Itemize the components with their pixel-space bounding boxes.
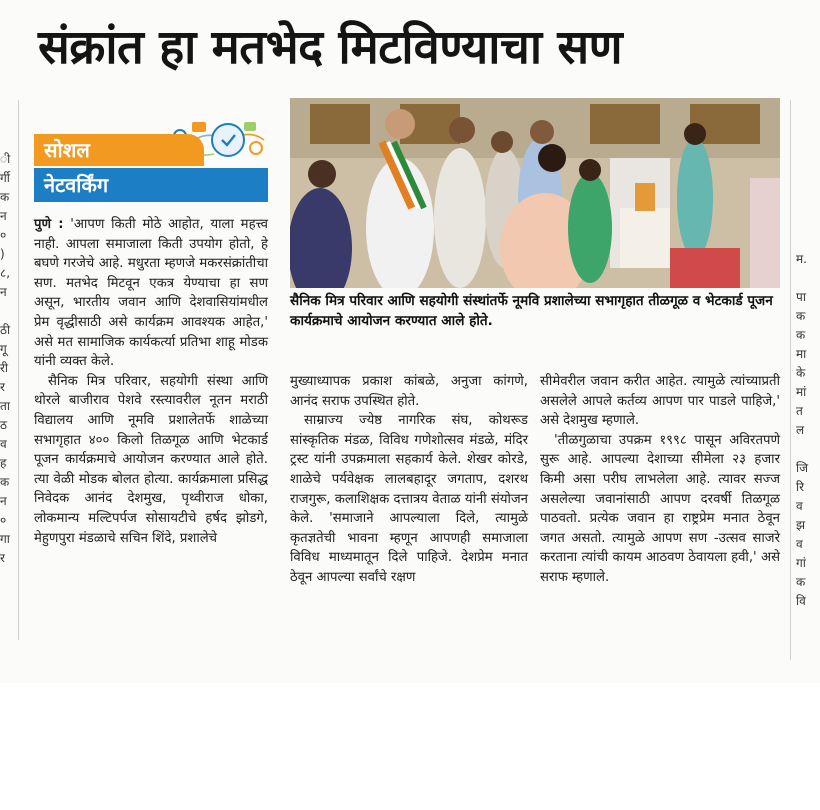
edge-text-fragment: मां xyxy=(796,385,807,399)
edge-text-fragment: म. xyxy=(796,252,807,266)
dateline: पुणे : xyxy=(34,217,64,232)
edge-text-fragment: ल xyxy=(796,423,805,437)
edge-text-fragment: जि xyxy=(796,461,809,475)
article-column-2 xyxy=(290,372,528,588)
edge-text-fragment: व xyxy=(796,499,803,513)
edge-text-fragment: मा xyxy=(796,347,807,361)
paragraph: साम्राज्य ज्येष्ठ नागरिक संघ, कोथरूड सांस्कृतिक मंडळ, विविध गणेशोत्सव मंडळे, मंदिर ट्रस्ट यांनी उपक्रमाला सहकार्य केले. शेखर कोरडे, शाळेचे पर्यवेक्षक लालबहादूर जगताप, दशरथ राजगुरू, कलाशिक्षक दत्तात्रय वेताळ यांनी संयोजन केले. 'समाजाने आपल्याला दिले, त्यामुळे कृतज्ञतेची भावना म्हणून आपणही समाजाला विविध माध्यमातून दिले पाहिजे. देशप्रेम मनात ठेवून आपल्या सर्वांचे रक्षण xyxy=(290,413,528,585)
edge-text-fragment: ) xyxy=(0,247,5,261)
paragraph xyxy=(34,215,268,372)
edge-text-fragment: न xyxy=(0,209,7,223)
event-photo-illustration xyxy=(290,98,780,288)
article-column-1 xyxy=(34,215,268,548)
adjacent-article-right-edge xyxy=(796,100,820,810)
edge-text-fragment: ० xyxy=(0,513,7,527)
edge-text-fragment: व xyxy=(796,537,803,551)
edge-text-fragment: झ xyxy=(796,518,806,532)
badge-label-networking: नेटवर्किंग xyxy=(34,168,268,202)
edge-text-fragment xyxy=(796,269,820,288)
paragraph: 'तीळगुळाचा उपक्रम १९९८ पासून अविरतपणे सुरू आहे. आपल्या देशाच्या सीमेला २३ हजार किमी असा परीघ लाभलेला आहे. त्यावर सज्ज असलेल्या जवानांसाठी आपण दरवर्षी तिळगूळ पाठवतो. प्रत्येक जवान हा राष्ट्रप्रेम मनात ठेवून जगत असतो. त्यामुळे आपण सण -उत्सव साजरे करताना त्यांची कायम आठवण ठेवायला हवी,' असे सराफ म्हणाले. xyxy=(540,432,780,585)
edge-text-fragment: र xyxy=(0,380,5,394)
edge-text-fragment xyxy=(0,302,14,321)
edge-text-fragment: व xyxy=(0,437,7,451)
paragraph: मुख्याध्यापक प्रकाश कांबळे, अनुजा कांगणे, आनंद सराफ उपस्थित होते. xyxy=(290,374,528,409)
article-column-3 xyxy=(540,372,780,588)
social-networking-badge xyxy=(34,118,268,204)
edge-text-fragment: न xyxy=(0,285,7,299)
adjacent-article-left-edge xyxy=(0,150,14,650)
column-divider xyxy=(790,100,791,660)
edge-text-fragment: रि xyxy=(796,480,805,494)
edge-text-fragment: र xyxy=(0,551,5,565)
edge-text-fragment: त xyxy=(796,404,803,418)
edge-text-fragment: गू xyxy=(0,342,7,356)
edge-text-fragment: क xyxy=(796,575,806,589)
edge-text-fragment: गां xyxy=(796,556,806,570)
edge-text-fragment: क xyxy=(796,328,806,342)
edge-text-fragment: र्गी xyxy=(0,171,10,185)
edge-text-fragment: री xyxy=(0,361,9,375)
edge-text-fragment: न xyxy=(0,494,7,508)
edge-text-fragment: क xyxy=(0,190,10,204)
edge-text-fragment: ी xyxy=(0,152,11,166)
edge-text-fragment: पा xyxy=(796,290,806,304)
edge-text-fragment: ८, xyxy=(0,266,11,280)
edge-text-fragment: ह xyxy=(0,456,7,470)
edge-text-fragment: क xyxy=(796,309,806,323)
headline: संक्रांत हा मतभेद मिटविण्याचा सण xyxy=(38,20,623,75)
edge-text-fragment: के xyxy=(796,366,806,380)
edge-text-fragment: ठी xyxy=(0,323,11,337)
column-divider xyxy=(18,100,19,640)
paragraph-text: 'आपण किती मोठे आहोत, याला महत्त्व नाही. आपला समाजाला किती उपयोग होतो, हे बघणे गरजेचे आहे. मधुरता म्हणजे मकरसंक्रांतीचा सण. मतभेद मिटवून एकत्र येण्याचा हा सण असून, भारतीय जवान आणि देशवासियांमधील प्रेम वृद्धीसाठी असे कार्यक्रम आवश्यक आहेत,' असे मत सामाजिक कार्यकर्त्या प्रतिभा शाहू मोडक यांनी व्यक्त केले. xyxy=(34,217,268,370)
edge-text-fragment xyxy=(796,440,820,459)
edge-text-fragment: गा xyxy=(0,532,10,546)
edge-text-fragment: क xyxy=(0,475,10,489)
badge-label-social: सोशल xyxy=(34,134,204,166)
paragraph: सीमेवरील जवान करीत आहेत. त्यामुळे त्यांच्याप्रती असलेले आपले कर्तव्य आपण पार पाडले पाहिजे,' असे देशमुख म्हणाले. xyxy=(540,374,780,429)
photo-caption: सैनिक मित्र परिवार आणि सहयोगी संस्थांतर्फे नूमवि प्रशालेच्या सभागृहात तीळगूळ व भेटकार्ड पूजन कार्यक्रमाचे आयोजन करण्यात आले होते. xyxy=(290,293,773,329)
event-photo xyxy=(290,98,780,288)
edge-text-fragment: ठ xyxy=(0,418,7,432)
edge-text-fragment: वि xyxy=(796,594,806,608)
edge-text-fragment: ० xyxy=(0,228,7,242)
edge-text-fragment: ता xyxy=(0,399,10,413)
paragraph: सैनिक मित्र परिवार, सहयोगी संस्था आणि थोरले बाजीराव पेशवे रस्त्यावरील नूतन मराठी विद्यालय आणि नूमवि प्रशालेतर्फे शाळेच्या सभागृहात ४०० किलो तिळगूळ आणि भेटकार्ड पूजन कार्यक्रमाचे आयोजन करण्यात आले होते. त्या वेळी मोडक बोलत होत्या. कार्यक्रमाला प्रसिद्ध निवेदक आनंद देशमुख, पृथ्वीराज धोका, लोकमान्य मल्टिपर्पज सोसायटीचे हर्षद झोडगे, मेहुणपुरा मंडळाचे सचिन शिंदे, प्रशालेचे xyxy=(34,373,268,546)
